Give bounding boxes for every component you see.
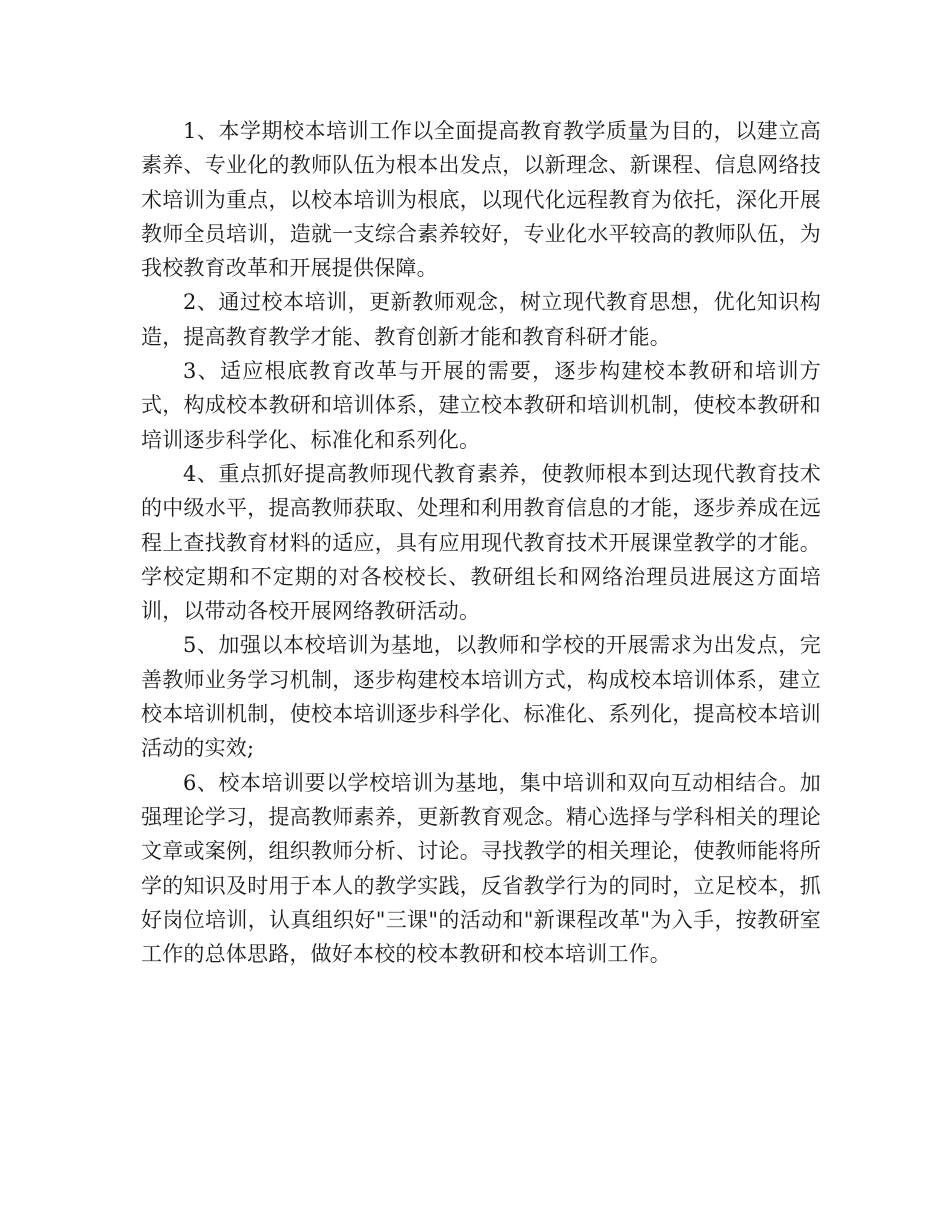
paragraph-4: 4、重点抓好提高教师现代教育素养，使教师根本到达现代教育技术的中级水平，提高教师获取、处理和利用教育信息的才能，逐步养成在远程上查找教育材料的适应，具有应用现代教育技术开展课堂教学的才能。学校定期和不定期的对各校校长、教研组长和网络治理员进展这方面培训，以带动各校开展网络教研活动。 [141, 461, 821, 624]
paragraph-2: 2、通过校本培训，更新教师观念，树立现代教育思想，优化知识构造，提高教育教学才能、教育创新才能和教育科研才能。 [141, 290, 821, 349]
document-body [141, 114, 821, 971]
paragraph-5: 5、加强以本校培训为基地，以教师和学校的开展需求为出发点，完善教师业务学习机制，逐步构建校本培训方式，构成校本培训体系，建立校本培训机制，使校本培训逐步科学化、标准化、系列化，提高校本培训活动的实效; [141, 633, 821, 761]
paragraph-1: 1、本学期校本培训工作以全面提高教育教学质量为目的，以建立高素养、专业化的教师队伍为根本出发点，以新理念、新课程、信息网络技术培训为重点，以校本培训为根底，以现代化远程教育为依托，深化开展教师全员培训，造就一支综合素养较好，专业化水平较高的教师队伍，为我校教育改革和开展提供保障。 [141, 119, 821, 281]
paragraph-3: 3、适应根底教育改革与开展的需要，逐步构建校本教研和培训方式，构成校本教研和培训体系，建立校本教研和培训机制，使校本教研和培训逐步科学化、标准化和系列化。 [141, 359, 821, 452]
paragraph-6: 6、校本培训要以学校培训为基地，集中培训和双向互动相结合。加强理论学习，提高教师素养，更新教育观念。精心选择与学科相关的理论文章或案例，组织教师分析、讨论。寻找教学的相关理论，使教师能将所学的知识及时用于本人的教学实践，反省教学行为的同时，立足校本，抓好岗位培训，认真组织好"三课"的活动和"新课程改革"为入手，按教研室工作的总体思路，做好本校的校本教研和校本培训工作。 [141, 770, 821, 967]
